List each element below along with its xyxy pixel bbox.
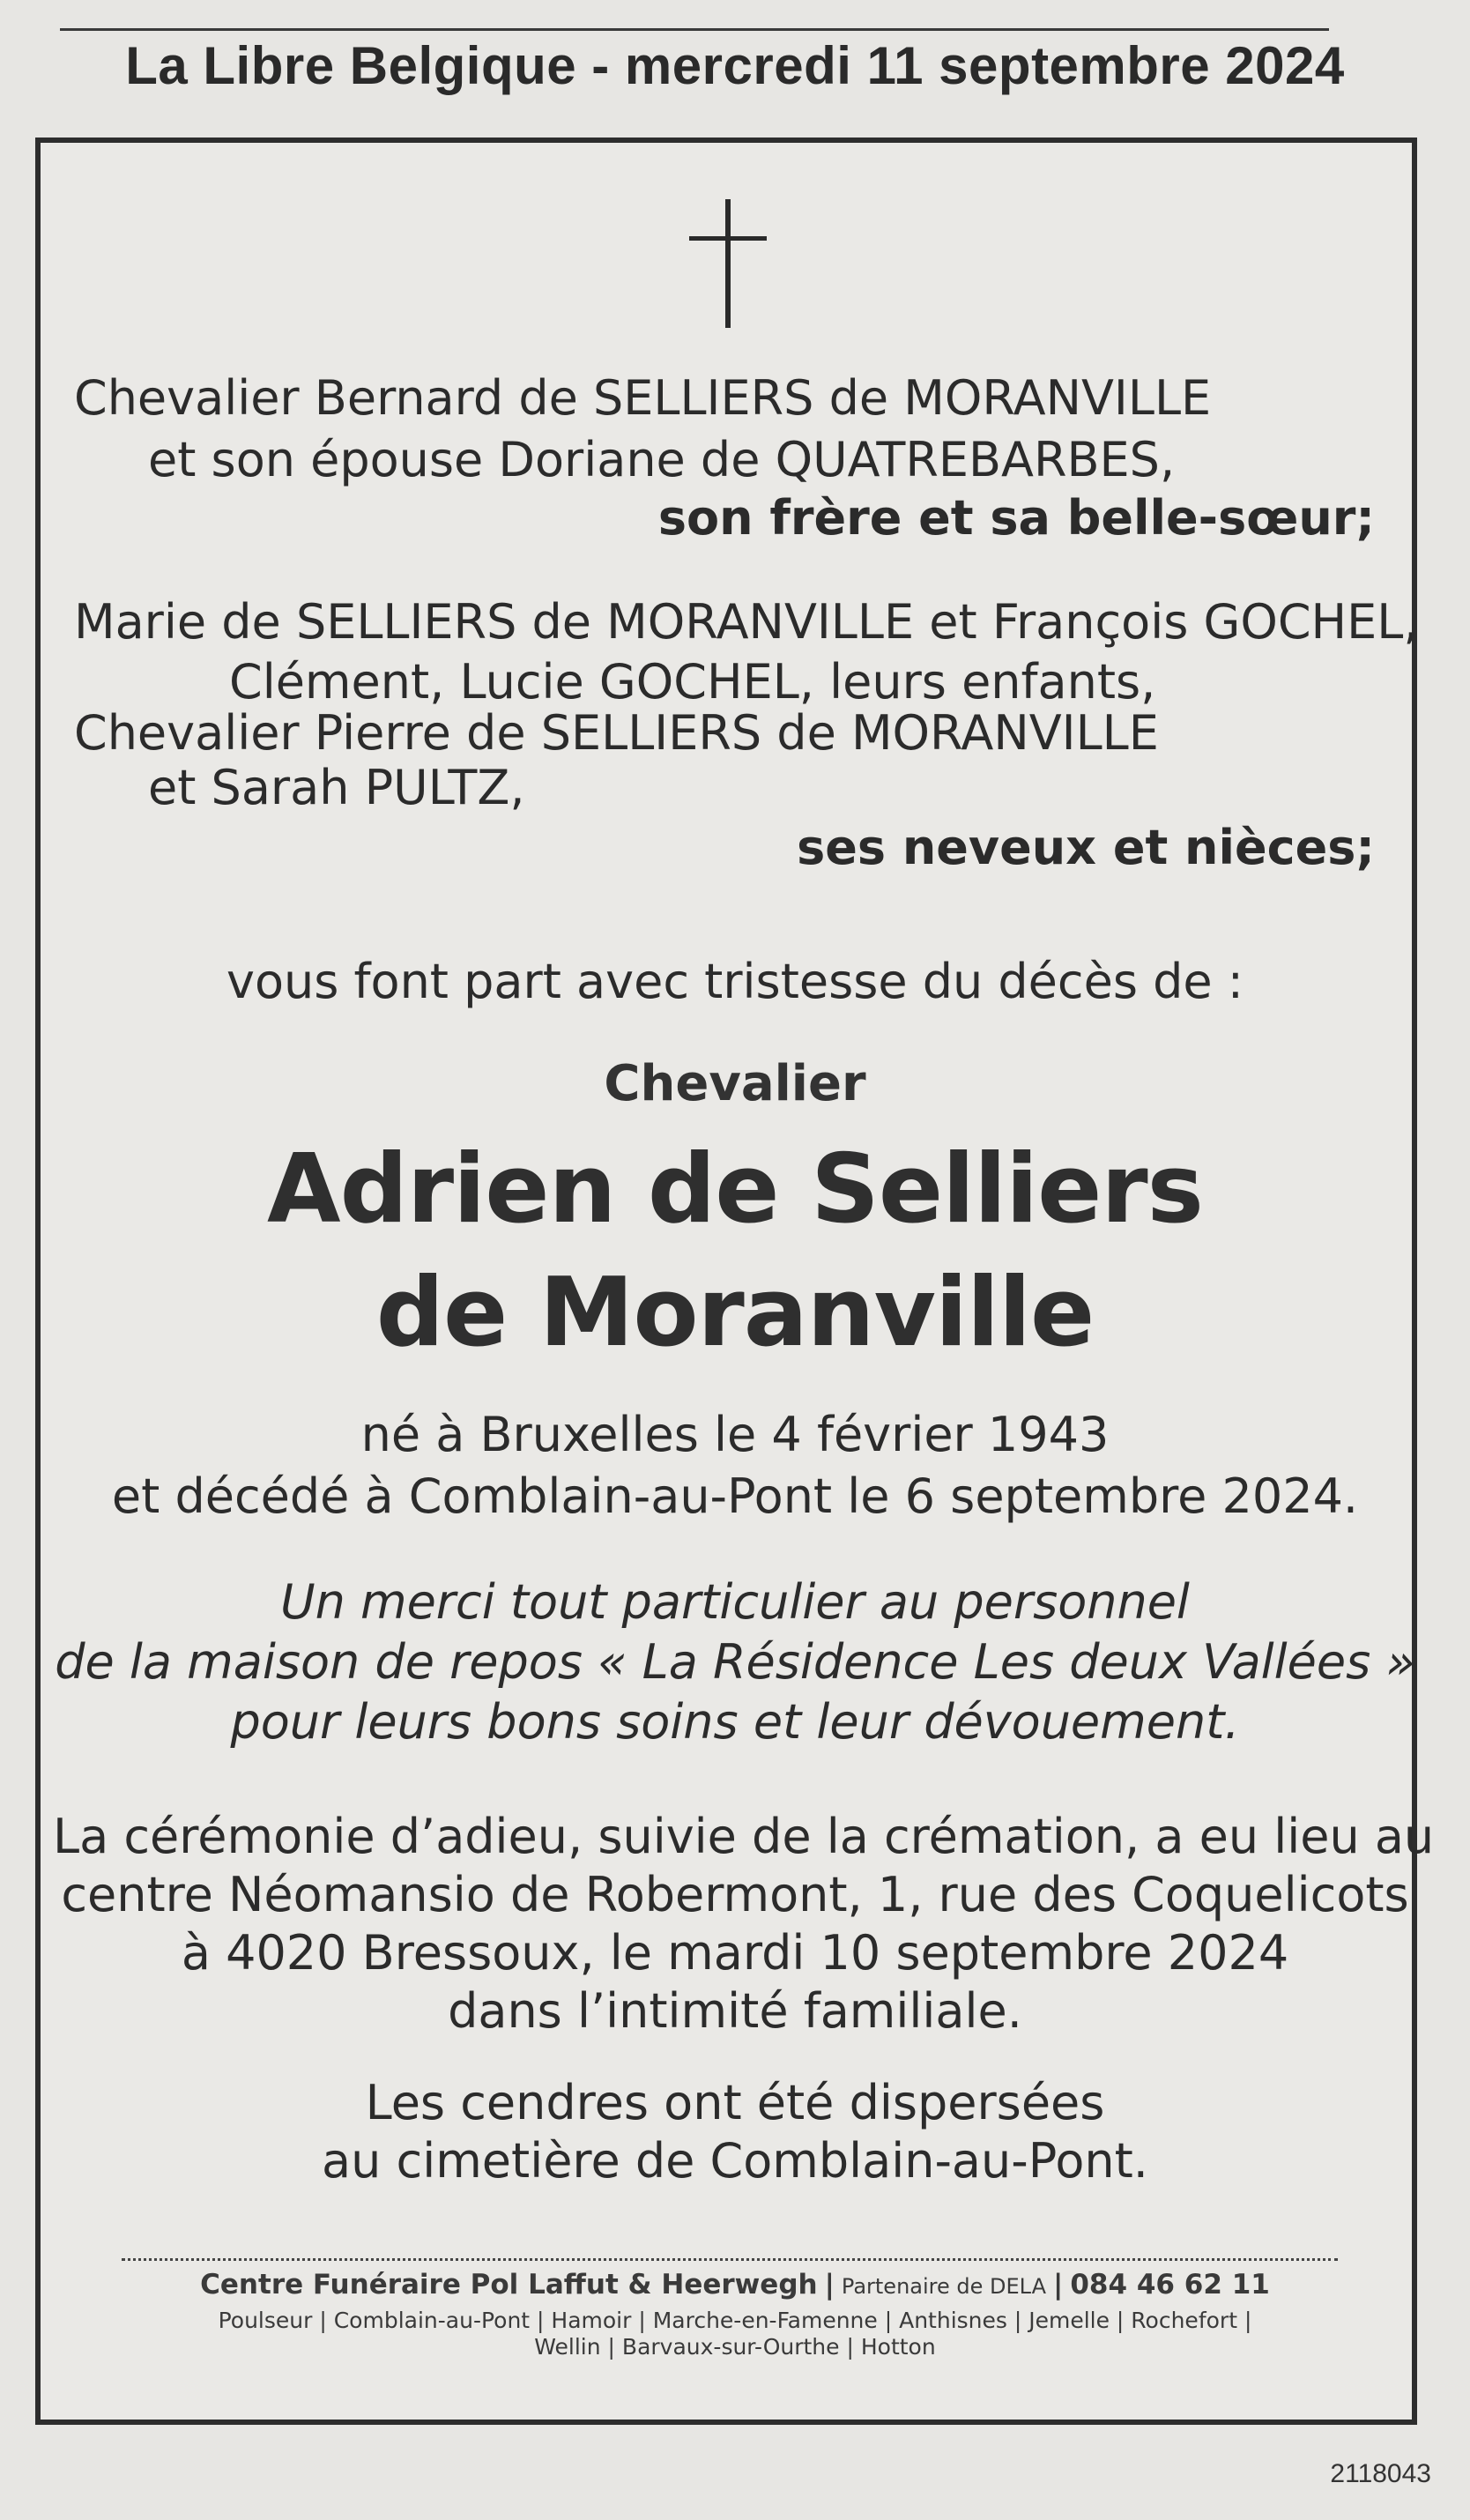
deceased-name-line-2: de Moranville bbox=[375, 1258, 1095, 1368]
funeral-home-header: Centre Funéraire Pol Laffut & Heerwegh | Partenaire de DELA | 084 46 62 11 bbox=[200, 2269, 1270, 2301]
brother-line-2: et son épouse Doriane de QUATREBARBES, bbox=[148, 432, 1176, 487]
footer-divider bbox=[122, 2258, 1338, 2261]
thanks-line-1: Un merci tout particulier au personnel bbox=[280, 1574, 1190, 1630]
ashes-line-2: au cimetière de Comblain-au-Pont. bbox=[322, 2133, 1148, 2189]
thanks-line-3: pour leurs bons soins et leur dévouement. bbox=[230, 1694, 1240, 1750]
funeral-home-partner: Partenaire de DELA bbox=[841, 2274, 1046, 2299]
funeral-home-phone: 084 46 62 11 bbox=[1070, 2269, 1270, 2301]
death-info: et décédé à Comblain-au-Pont le 6 septembre 2024. bbox=[111, 1468, 1359, 1524]
ceremony-line-3: à 4020 Bressoux, le mardi 10 septembre 2024 bbox=[181, 1925, 1289, 1981]
thanks-line-2: de la maison de repos « La Résidence Les deux Vallées » bbox=[55, 1634, 1415, 1690]
funeral-home-locations-2: Wellin | Barvaux-sur-Ourthe | Hotton bbox=[534, 2334, 936, 2360]
nephews-relation: ses neveux et nièces; bbox=[797, 820, 1375, 875]
newspaper-masthead: La Libre Belgique - mercredi 11 septembre 2024 bbox=[125, 36, 1345, 95]
reference-number: 2118043 bbox=[1330, 2459, 1431, 2488]
funeral-home-name: Centre Funéraire Pol Laffut & Heerwegh bbox=[200, 2269, 818, 2301]
nephews-line-3: Chevalier Pierre de SELLIERS de MORANVILLE bbox=[74, 705, 1159, 761]
brother-relation: son frère et sa belle-sœur; bbox=[657, 490, 1375, 546]
deceased-title: Chevalier bbox=[604, 1055, 866, 1112]
ceremony-line-2: centre Néomansio de Robermont, 1, rue des Coquelicots bbox=[61, 1867, 1409, 1922]
nephews-line-4: et Sarah PULTZ, bbox=[148, 760, 525, 815]
ceremony-line-1: La cérémonie d’adieu, suivie de la crémation, a eu lieu au bbox=[53, 1809, 1435, 1864]
masthead-rule bbox=[60, 28, 1329, 31]
brother-line-1: Chevalier Bernard de SELLIERS de MORANVILLE bbox=[74, 370, 1212, 426]
funeral-home-locations-1: Poulseur | Comblain-au-Pont | Hamoir | Marche-en-Famenne | Anthisnes | Jemelle | Rochefort | bbox=[218, 2308, 1252, 2333]
nephews-line-1: Marie de SELLIERS de MORANVILLE et François GOCHEL, bbox=[74, 594, 1419, 650]
ceremony-line-4: dans l’intimité familiale. bbox=[448, 1983, 1022, 2039]
birth-info: né à Bruxelles le 4 février 1943 bbox=[360, 1407, 1110, 1462]
announcement-text: vous font part avec tristesse du décès de : bbox=[226, 954, 1244, 1009]
ashes-line-1: Les cendres ont été dispersées bbox=[365, 2075, 1105, 2130]
deceased-name-line-1: Adrien de Selliers bbox=[267, 1134, 1203, 1245]
cross-icon bbox=[689, 199, 767, 328]
nephews-line-2: Clément, Lucie GOCHEL, leurs enfants, bbox=[229, 654, 1156, 710]
